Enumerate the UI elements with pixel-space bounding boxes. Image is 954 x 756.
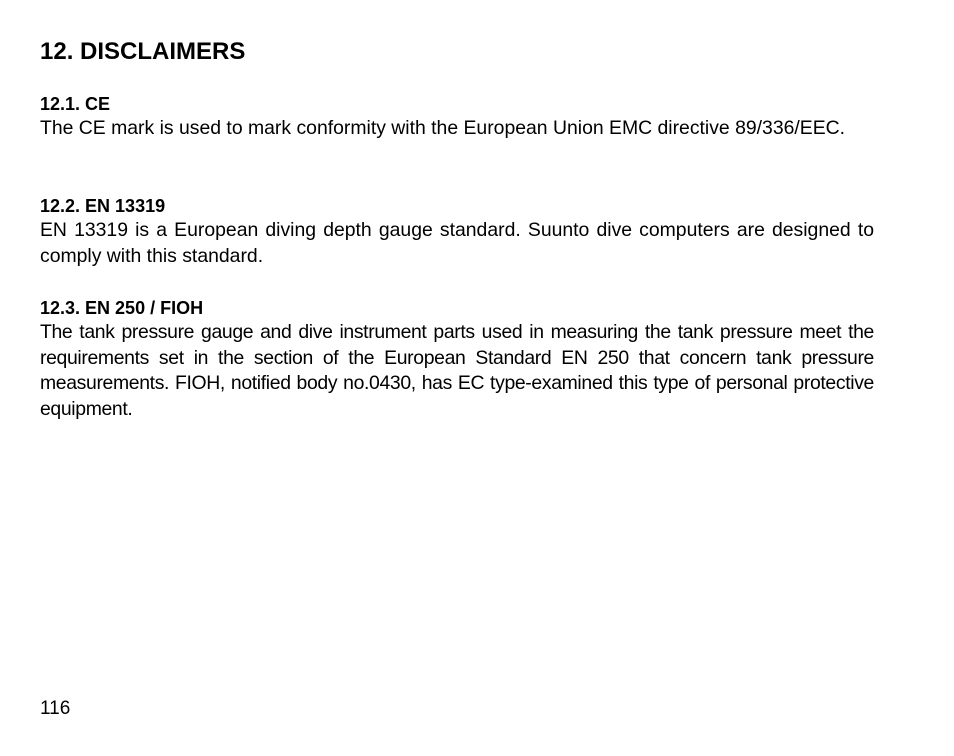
section-heading: 12.2. EN 13319 (40, 196, 166, 216)
chapter-title: 12. DISCLAIMERS (40, 38, 246, 65)
section-ce (40, 92, 874, 142)
section-en-13319 (40, 194, 874, 269)
section-en-250-fioh (40, 296, 874, 422)
section-body: The tank pressure gauge and dive instrument parts used in measuring the tank pressure meet the requirements set in the section of the European Standard EN 250 that concern tank pressure measurements. FIOH, notified body no.0430, has EC type-examined this type of personal protective equipment. (40, 321, 874, 420)
section-heading: 12.1. CE (40, 94, 111, 114)
section-body: EN 13319 is a European diving depth gauge standard. Suunto dive computers are designed to comply with this standard. (40, 219, 874, 267)
page-number: 116 (40, 698, 71, 719)
section-heading: 12.3. EN 250 / FIOH (40, 298, 204, 318)
section-body: The CE mark is used to mark conformity with the European Union EMC directive 89/336/EEC. (40, 117, 846, 139)
